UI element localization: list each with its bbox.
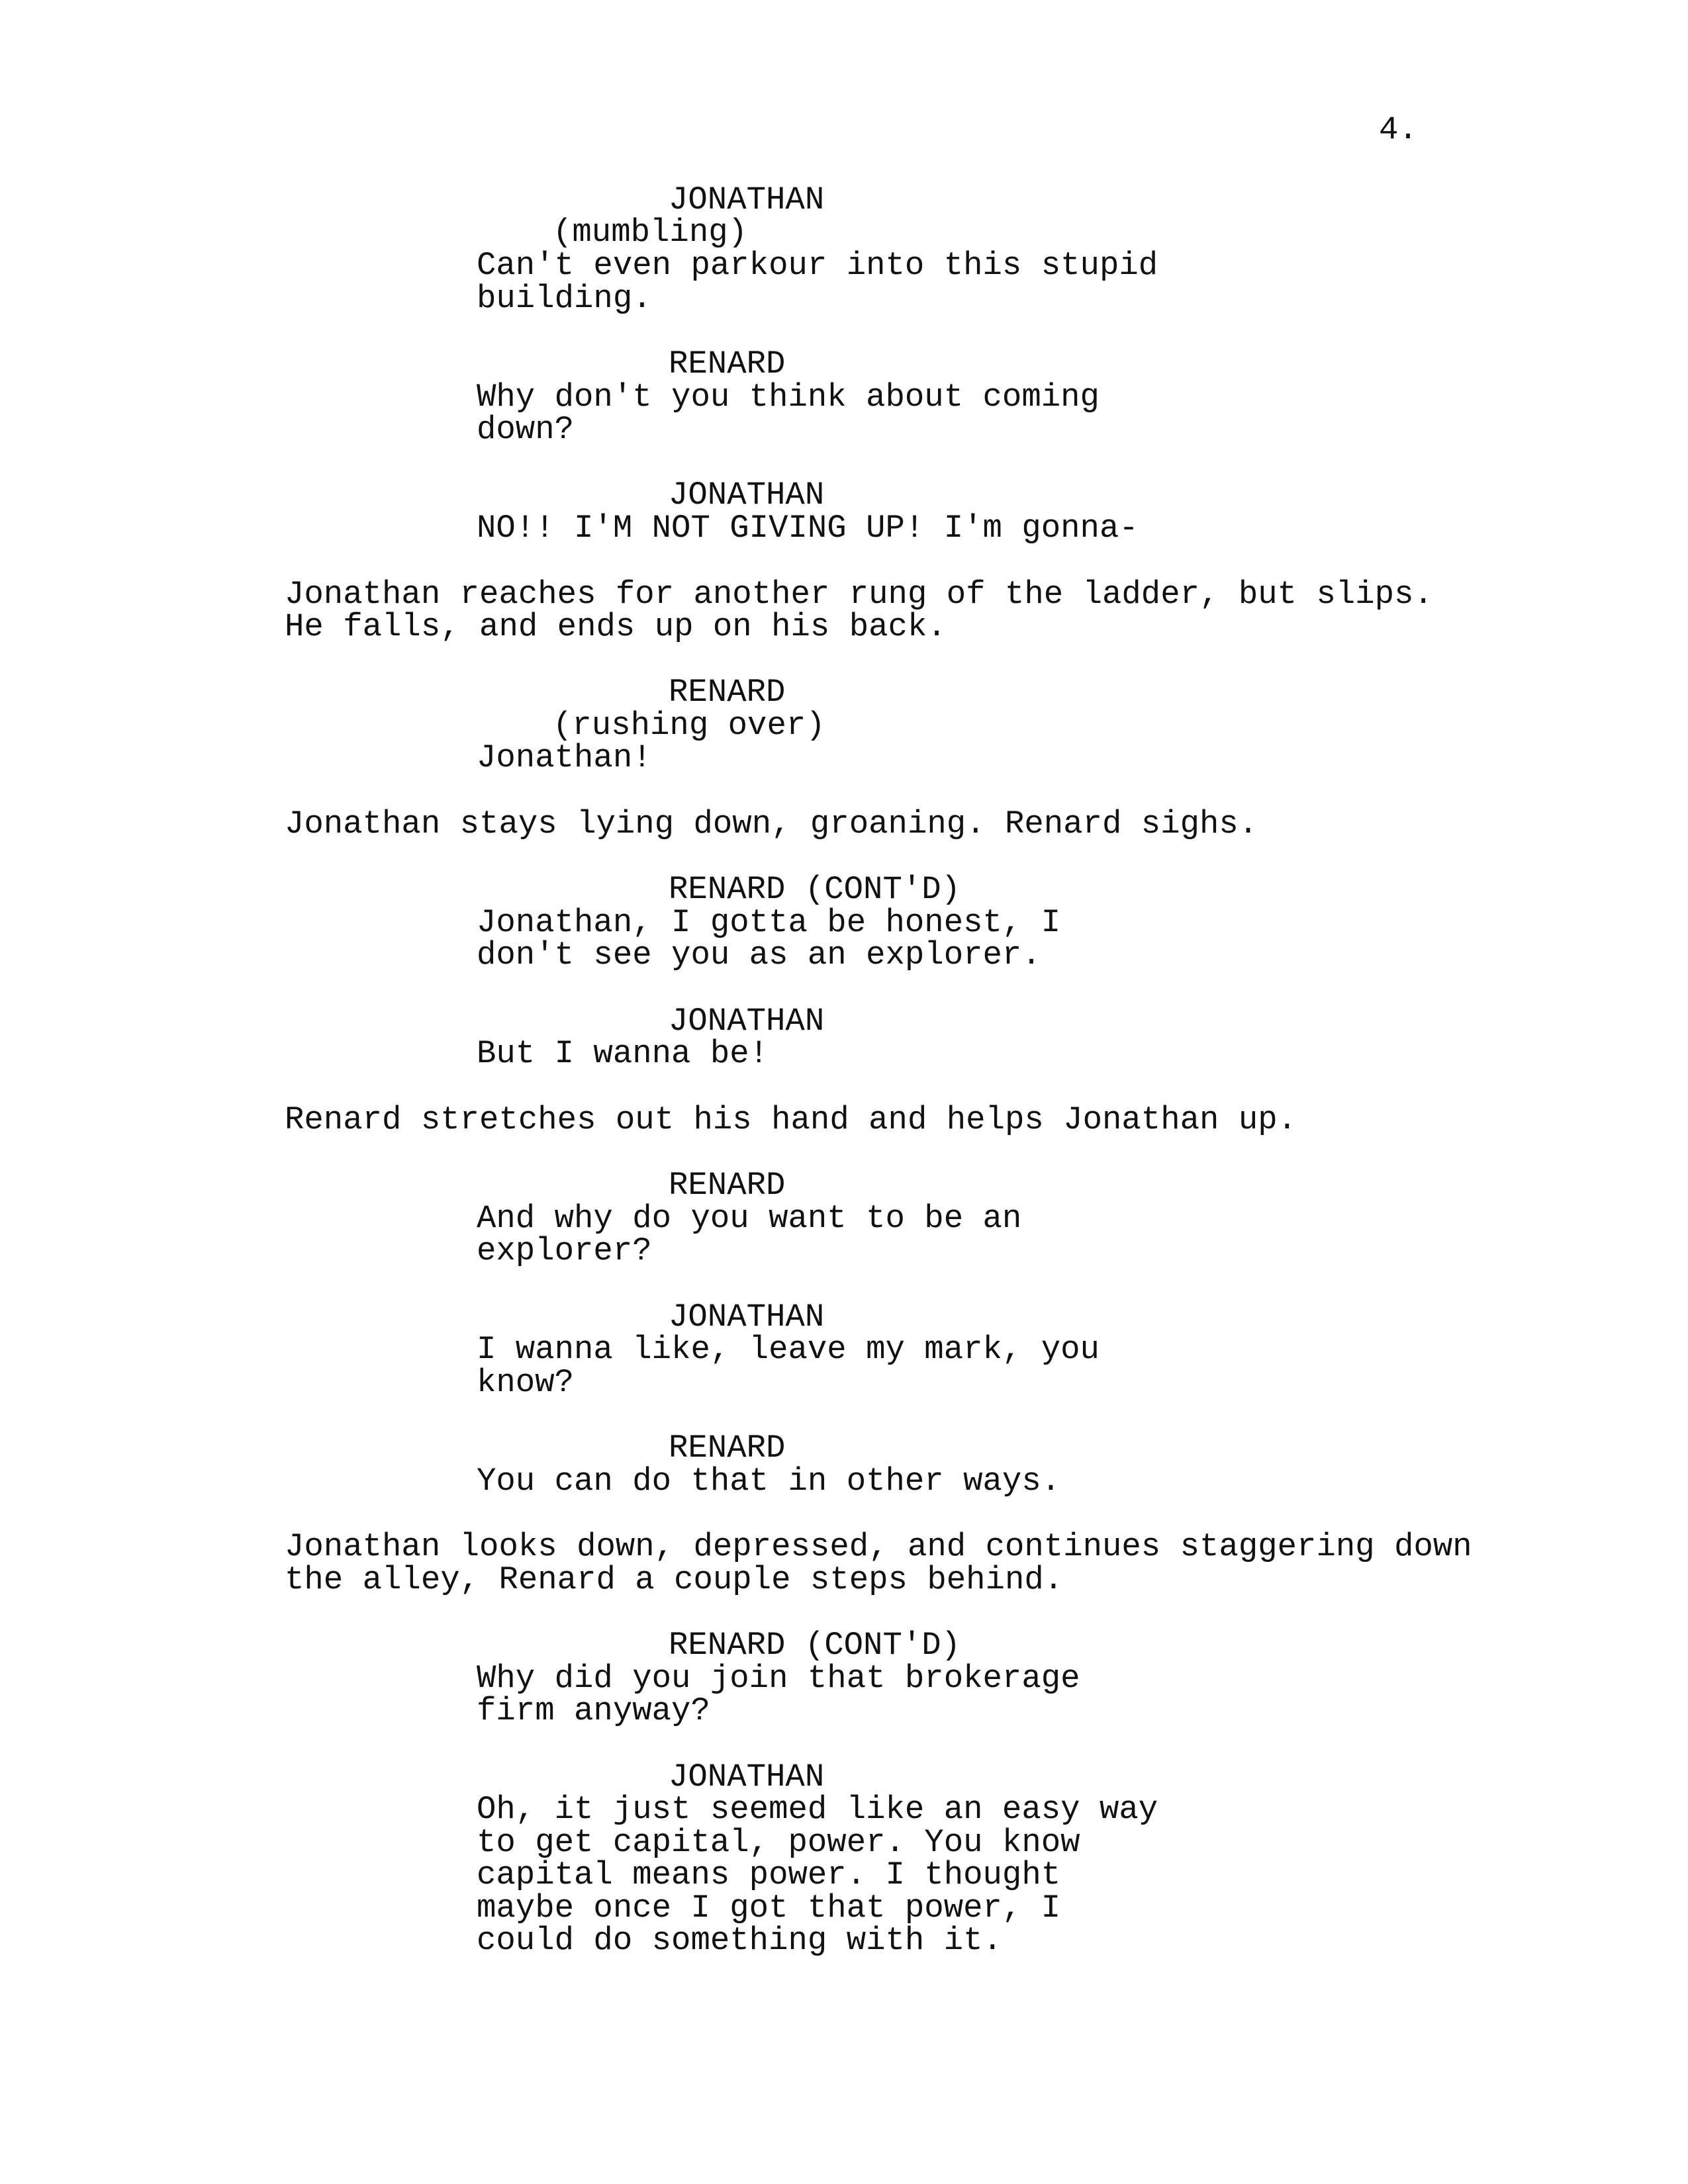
dialogue-line: firm anyway? [477, 1692, 710, 1729]
character-cue: RENARD (CONT'D) [669, 1627, 961, 1664]
dialogue-line: Jonathan! [477, 739, 652, 776]
dialogue-line: know? [477, 1364, 575, 1401]
dialogue-line: Can't even parkour into this stupid [477, 247, 1158, 284]
character-cue: RENARD [669, 1430, 786, 1467]
dialogue-line: But I wanna be! [477, 1035, 769, 1072]
dialogue-line: And why do you want to be an [477, 1200, 1022, 1237]
action-line: Jonathan reaches for another rung of the ladder, but slips. [285, 576, 1433, 613]
character-cue: RENARD [669, 674, 786, 711]
character-cue: JONATHAN [669, 1298, 825, 1336]
dialogue-line: I wanna like, leave my mark, you [477, 1331, 1100, 1368]
action-line: Jonathan looks down, depressed, and continues staggering down [285, 1528, 1472, 1565]
dialogue-line: to get capital, power. You know [477, 1824, 1080, 1861]
parenthetical: (rushing over) [553, 707, 825, 744]
dialogue-line: building. [477, 280, 652, 317]
character-cue: RENARD [669, 345, 786, 383]
action-line: Renard stretches out his hand and helps Jonathan up. [285, 1101, 1297, 1138]
page-number: 4. [1379, 111, 1418, 148]
dialogue-line: capital means power. I thought [477, 1856, 1061, 1893]
character-cue: RENARD (CONT'D) [669, 871, 961, 908]
dialogue-line: NO!! I'M NOT GIVING UP! I'm gonna- [477, 510, 1139, 547]
action-line: the alley, Renard a couple steps behind. [285, 1561, 1064, 1598]
dialogue-line: down? [477, 411, 575, 448]
dialogue-line: Oh, it just seemed like an easy way [477, 1791, 1158, 1828]
parenthetical: (mumbling) [553, 214, 748, 251]
dialogue-line: could do something with it. [477, 1922, 1002, 1959]
character-cue: RENARD [669, 1167, 786, 1204]
dialogue-line: explorer? [477, 1232, 652, 1269]
dialogue-line: Why don't you think about coming [477, 379, 1100, 416]
character-cue: JONATHAN [669, 181, 825, 218]
dialogue-line: Why did you join that brokerage [477, 1660, 1080, 1697]
action-line: He falls, and ends up on his back. [285, 608, 947, 645]
dialogue-line: You can do that in other ways. [477, 1463, 1061, 1500]
action-line: Jonathan stays lying down, groaning. Renard sighs. [285, 805, 1258, 842]
dialogue-line: don't see you as an explorer. [477, 936, 1041, 974]
dialogue-line: maybe once I got that power, I [477, 1889, 1061, 1927]
character-cue: JONATHAN [669, 1003, 825, 1040]
character-cue: JONATHAN [669, 1758, 825, 1796]
dialogue-line: Jonathan, I gotta be honest, I [477, 904, 1061, 941]
character-cue: JONATHAN [669, 477, 825, 514]
